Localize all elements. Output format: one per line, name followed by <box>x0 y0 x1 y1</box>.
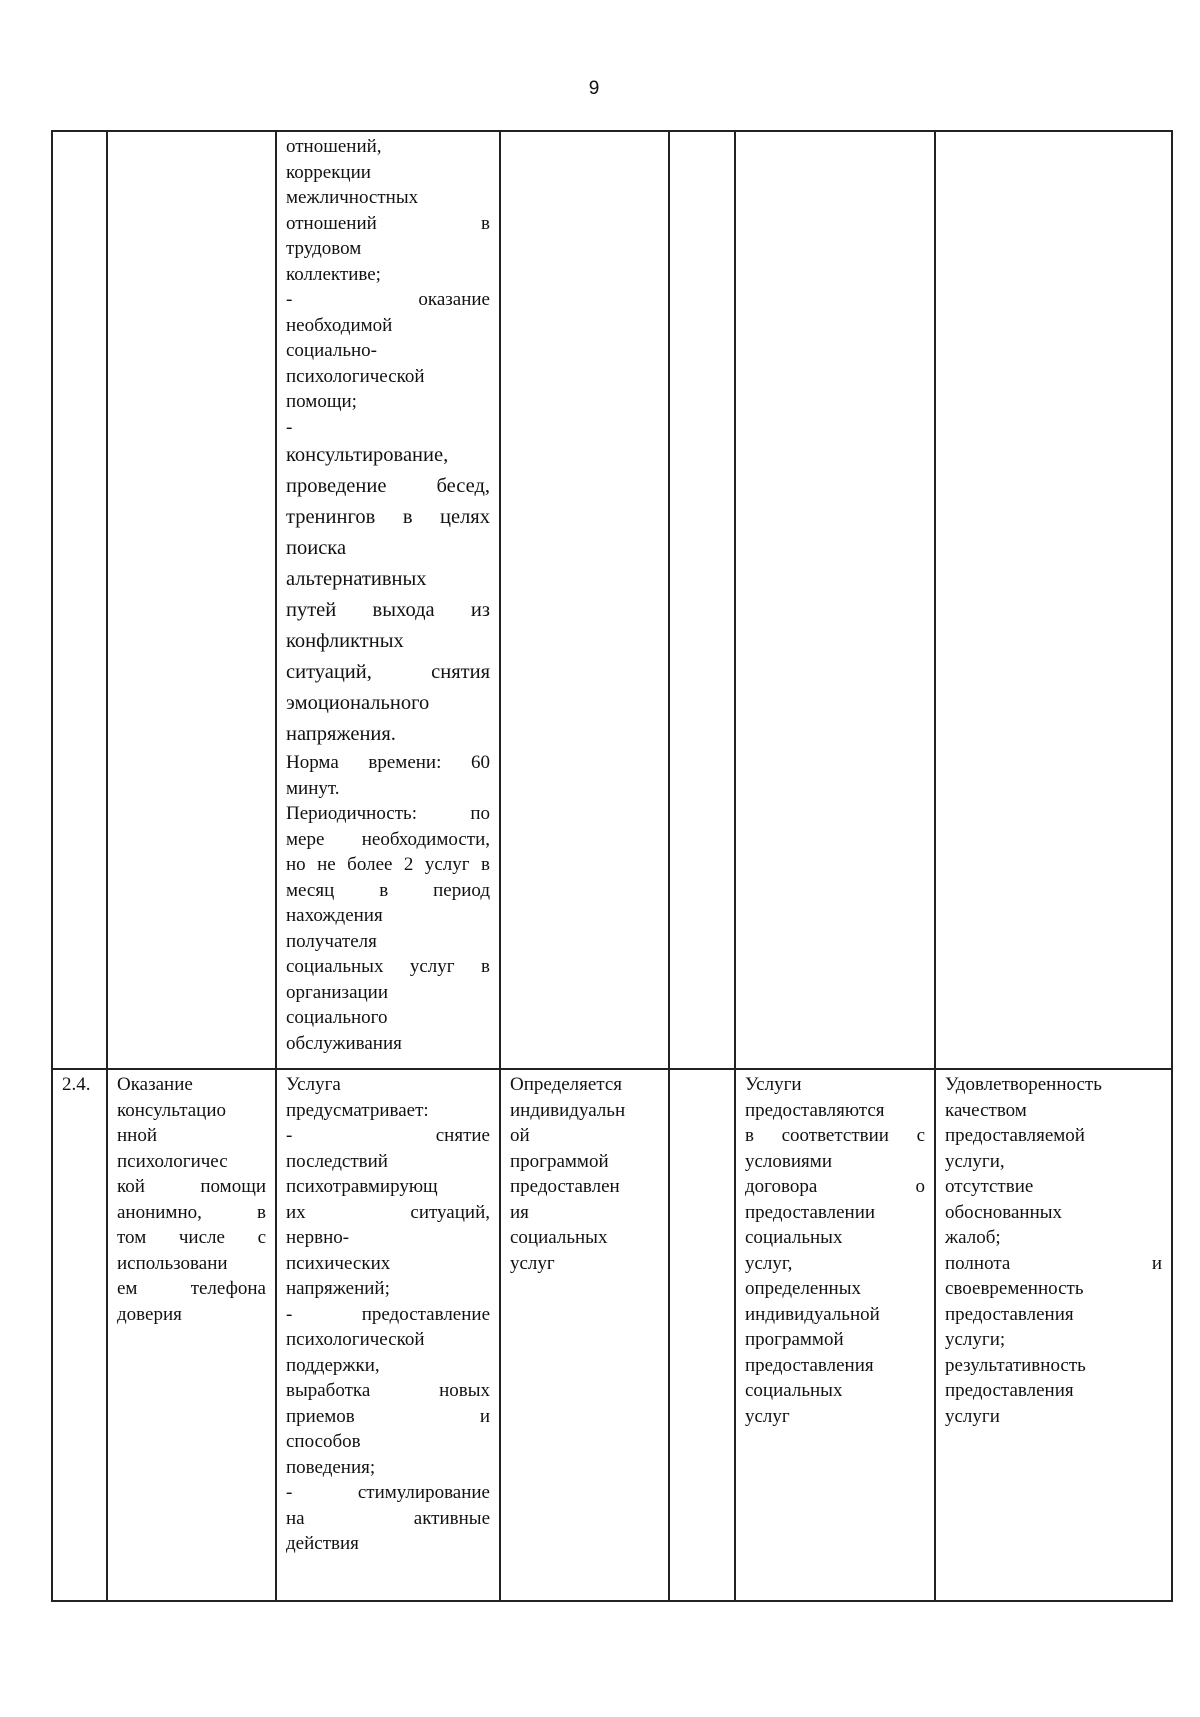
conditions-cell <box>735 1069 935 1601</box>
text-line: кой помощи <box>117 1176 266 1197</box>
text-line: мере необходимости, <box>286 828 490 850</box>
text-line: программой <box>510 1150 609 1172</box>
text-line: психологичес <box>117 1150 228 1172</box>
text-line: конфликтных <box>286 630 404 652</box>
text-line: программой <box>745 1329 844 1350</box>
text-line: ой <box>510 1125 530 1146</box>
text-line: напряжения. <box>286 723 396 745</box>
text-line: нахождения <box>286 905 383 926</box>
text-line: приемов и <box>286 1405 490 1427</box>
text-line: на активные <box>286 1507 490 1529</box>
text-line: предоставлении <box>745 1201 876 1223</box>
text-line: нервно- <box>286 1227 350 1248</box>
text-line: но не более 2 услуг в <box>286 854 490 875</box>
text-line: предоставляются <box>745 1099 885 1121</box>
text-line: психических <box>286 1252 391 1274</box>
text-line: ем телефона <box>117 1278 266 1299</box>
deadline-cell <box>500 1069 669 1601</box>
empty-cell <box>669 131 735 1069</box>
service-name-cell <box>107 131 276 1069</box>
text-line: консультирование, <box>286 444 449 466</box>
text-line: необходимой <box>286 314 393 336</box>
text-line: жалоб; <box>945 1227 1001 1248</box>
text-line: в соответствии с <box>745 1125 925 1146</box>
text-line: - <box>286 416 293 438</box>
text-line: результативность <box>945 1354 1086 1376</box>
text-line: поддержки, <box>286 1354 380 1376</box>
text-line: социально- <box>286 340 378 361</box>
text-line: Норма времени: 60 <box>286 752 490 773</box>
text-line: альтернативных <box>286 568 427 590</box>
text-line: нной <box>117 1125 158 1146</box>
text-line: предоставлен <box>510 1176 620 1197</box>
text-line: их ситуаций, <box>286 1201 490 1223</box>
text-line: отсутствие <box>945 1176 1034 1197</box>
text-line: ситуаций, снятия <box>286 661 490 683</box>
text-line: Удовлетворенность <box>945 1074 1102 1095</box>
text-line: - оказание <box>286 289 490 310</box>
description-text-large <box>286 440 490 750</box>
text-line: эмоционального <box>286 692 430 714</box>
text-line: социальных <box>745 1380 843 1401</box>
text-line: отношений в <box>286 212 490 234</box>
text-line: услуг <box>510 1252 555 1274</box>
table-row <box>52 131 1172 1069</box>
text-line: 2.4. <box>62 1074 91 1095</box>
text-line: трудовом <box>286 238 362 259</box>
text-line: напряжений; <box>286 1278 390 1299</box>
text-line: социальных <box>745 1227 843 1248</box>
conditions-cell <box>735 131 935 1069</box>
text-line: определенных <box>745 1278 861 1299</box>
text-line: услуги; <box>945 1329 1006 1350</box>
text-line: - стимулирование <box>286 1482 490 1503</box>
text-line: минут. <box>286 777 340 799</box>
text-line: социального <box>286 1007 388 1028</box>
text-line: Услуги <box>745 1074 802 1095</box>
services-table <box>51 130 1173 1602</box>
text-line: Оказание <box>117 1074 193 1095</box>
text-line: проведение бесед, <box>286 475 490 497</box>
page-number: 9 <box>588 78 600 99</box>
service-description-cell <box>276 131 500 1069</box>
text-line: обслуживания <box>286 1032 402 1054</box>
text-line: предусматривает: <box>286 1099 429 1121</box>
quality-cell <box>935 131 1172 1069</box>
text-line: - предоставление <box>286 1303 490 1325</box>
text-line: условиями <box>745 1150 832 1172</box>
text-line: способов <box>286 1431 361 1452</box>
item-number-cell <box>52 1069 107 1601</box>
text-line: последствий <box>286 1150 388 1172</box>
text-line: Определяется <box>510 1074 623 1095</box>
description-text <box>286 134 490 440</box>
text-line: межличностных <box>286 187 419 208</box>
text-line: услуги <box>945 1405 1000 1427</box>
text-line: обоснованных <box>945 1201 1062 1223</box>
text-line: путей выхода из <box>286 599 490 621</box>
service-description-cell <box>276 1069 500 1601</box>
text-line: использовани <box>117 1252 228 1274</box>
text-line: предоставления <box>945 1303 1074 1325</box>
text-line: предоставления <box>945 1380 1074 1401</box>
text-line: поиска <box>286 537 347 559</box>
text-line: полнота и <box>945 1252 1162 1274</box>
text-line: услуги, <box>945 1150 1005 1172</box>
text-line: помощи; <box>286 391 357 412</box>
text-line: месяц в период <box>286 879 490 901</box>
text-line: коллективе; <box>286 263 381 285</box>
quality-cell <box>935 1069 1172 1601</box>
description-norms <box>286 750 490 1056</box>
text-line: выработка новых <box>286 1380 490 1401</box>
text-line: доверия <box>117 1303 182 1325</box>
text-line: социальных <box>510 1227 608 1248</box>
deadline-cell <box>500 131 669 1069</box>
text-line: предоставляемой <box>945 1125 1085 1146</box>
text-line: коррекции <box>286 161 371 183</box>
text-line: психологической <box>286 1329 425 1350</box>
text-line: качеством <box>945 1099 1027 1121</box>
description-text <box>286 1072 490 1557</box>
text-line: получателя <box>286 930 377 952</box>
empty-cell <box>669 1069 735 1601</box>
text-line: услуг, <box>745 1252 793 1274</box>
text-line: Услуга <box>286 1074 341 1095</box>
text-line: социальных услуг в <box>286 956 490 977</box>
text-line: психотравмирующ <box>286 1176 438 1197</box>
text-line: ия <box>510 1201 529 1223</box>
text-line: индивидуальной <box>745 1303 880 1325</box>
table-row <box>52 1069 1172 1601</box>
text-line: тренингов в целях <box>286 506 490 528</box>
text-line: договора о <box>745 1176 925 1197</box>
text-line: консультацио <box>117 1099 227 1121</box>
text-line: том числе с <box>117 1227 266 1248</box>
text-line: услуг <box>745 1405 790 1427</box>
service-name-cell <box>107 1069 276 1601</box>
text-line: поведения; <box>286 1456 376 1478</box>
text-line: индивидуальн <box>510 1099 626 1121</box>
text-line: анонимно, в <box>117 1201 266 1223</box>
text-line: - снятие <box>286 1125 490 1146</box>
text-line: Периодичность: по <box>286 803 490 824</box>
text-line: организации <box>286 981 389 1003</box>
item-number-cell <box>52 131 107 1069</box>
text-line: своевременность <box>945 1278 1084 1299</box>
text-line: психологической <box>286 365 425 387</box>
text-line: предоставления <box>745 1354 874 1376</box>
text-line: отношений, <box>286 136 382 157</box>
text-line: действия <box>286 1533 359 1554</box>
